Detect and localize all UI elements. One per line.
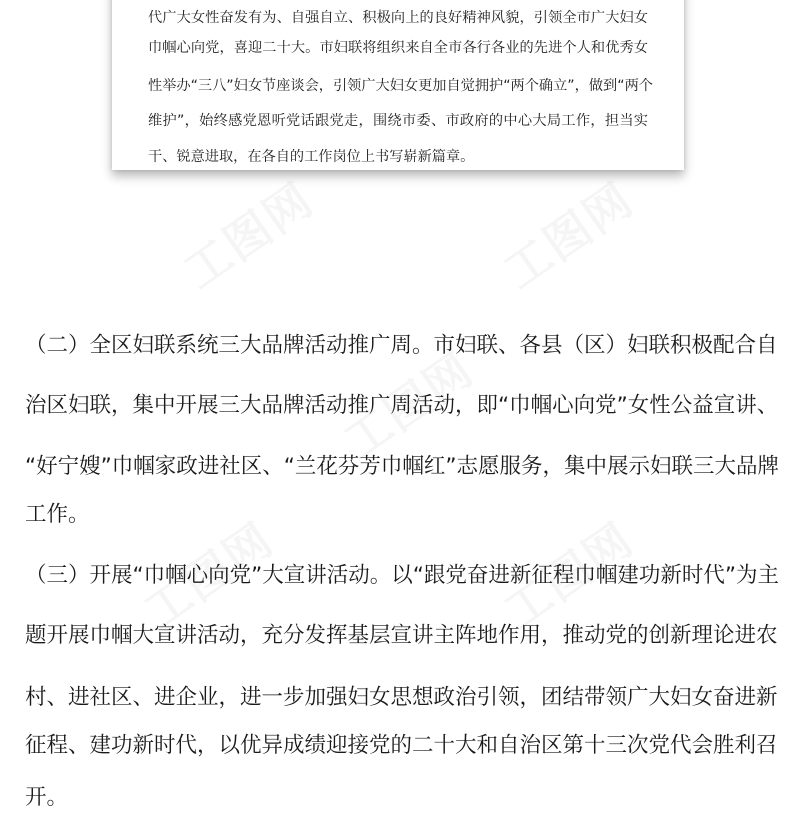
card-text-line: 巾帼心向党，喜迎二十大。市妇联将组织来自全市各行各业的先进个人和优秀女 [148,40,648,56]
watermark: 工图网 [494,512,644,639]
watermark: 工图网 [494,172,644,299]
body-text-line: 工作。 [25,502,90,527]
document-card [112,0,684,170]
card-text-line: 干、锐意进取，在各自的工作岗位上书写崭新篇章。 [148,149,475,165]
body-text-line: 开。 [25,785,69,810]
card-text-line: 维护”，始终感党恩听党话跟党走，围绕市委、市政府的中心大局工作，担当实 [148,113,648,129]
body-text-line: 题开展巾帼大宣讲活动，充分发挥基层宣讲主阵地作用，推动党的创新理论进农 [25,623,778,648]
body-text-line: （三）开展“巾帼心向党”大宣讲活动。以“跟党奋进新征程巾帼建功新时代”为主 [25,563,780,588]
watermark: 工图网 [134,512,284,639]
card-text-line: 代广大女性奋发有为、自强自立、积极向上的良好精神风貌，引领全市广大妇女 [148,10,648,26]
watermark: 工图网 [334,342,484,469]
body-text-line: 治区妇联，集中开展三大品牌活动推广周活动，即“巾帼心向党”女性公益宣讲、 [25,393,779,418]
card-text-line: 性举办“三八”妇女节座谈会，引领广大妇女更加自觉拥护“两个确立”，做到“两个 [148,78,653,94]
body-text-line: “好宁嫂”巾帼家政进社区、“兰花芬芳巾帼红”志愿服务，集中展示妇联三大品牌 [25,454,780,479]
body-text-line: 征程、建功新时代，以优异成绩迎接党的二十大和自治区第十三次党代会胜利召 [25,733,778,758]
watermark: 工图网 [174,172,324,299]
body-text-line: 村、进社区、进企业，进一步加强妇女思想政治引领，团结带领广大妇女奋进新 [25,685,778,710]
body-text-line: （二）全区妇联系统三大品牌活动推广周。市妇联、各县（区）妇联积极配合自 [25,333,778,358]
